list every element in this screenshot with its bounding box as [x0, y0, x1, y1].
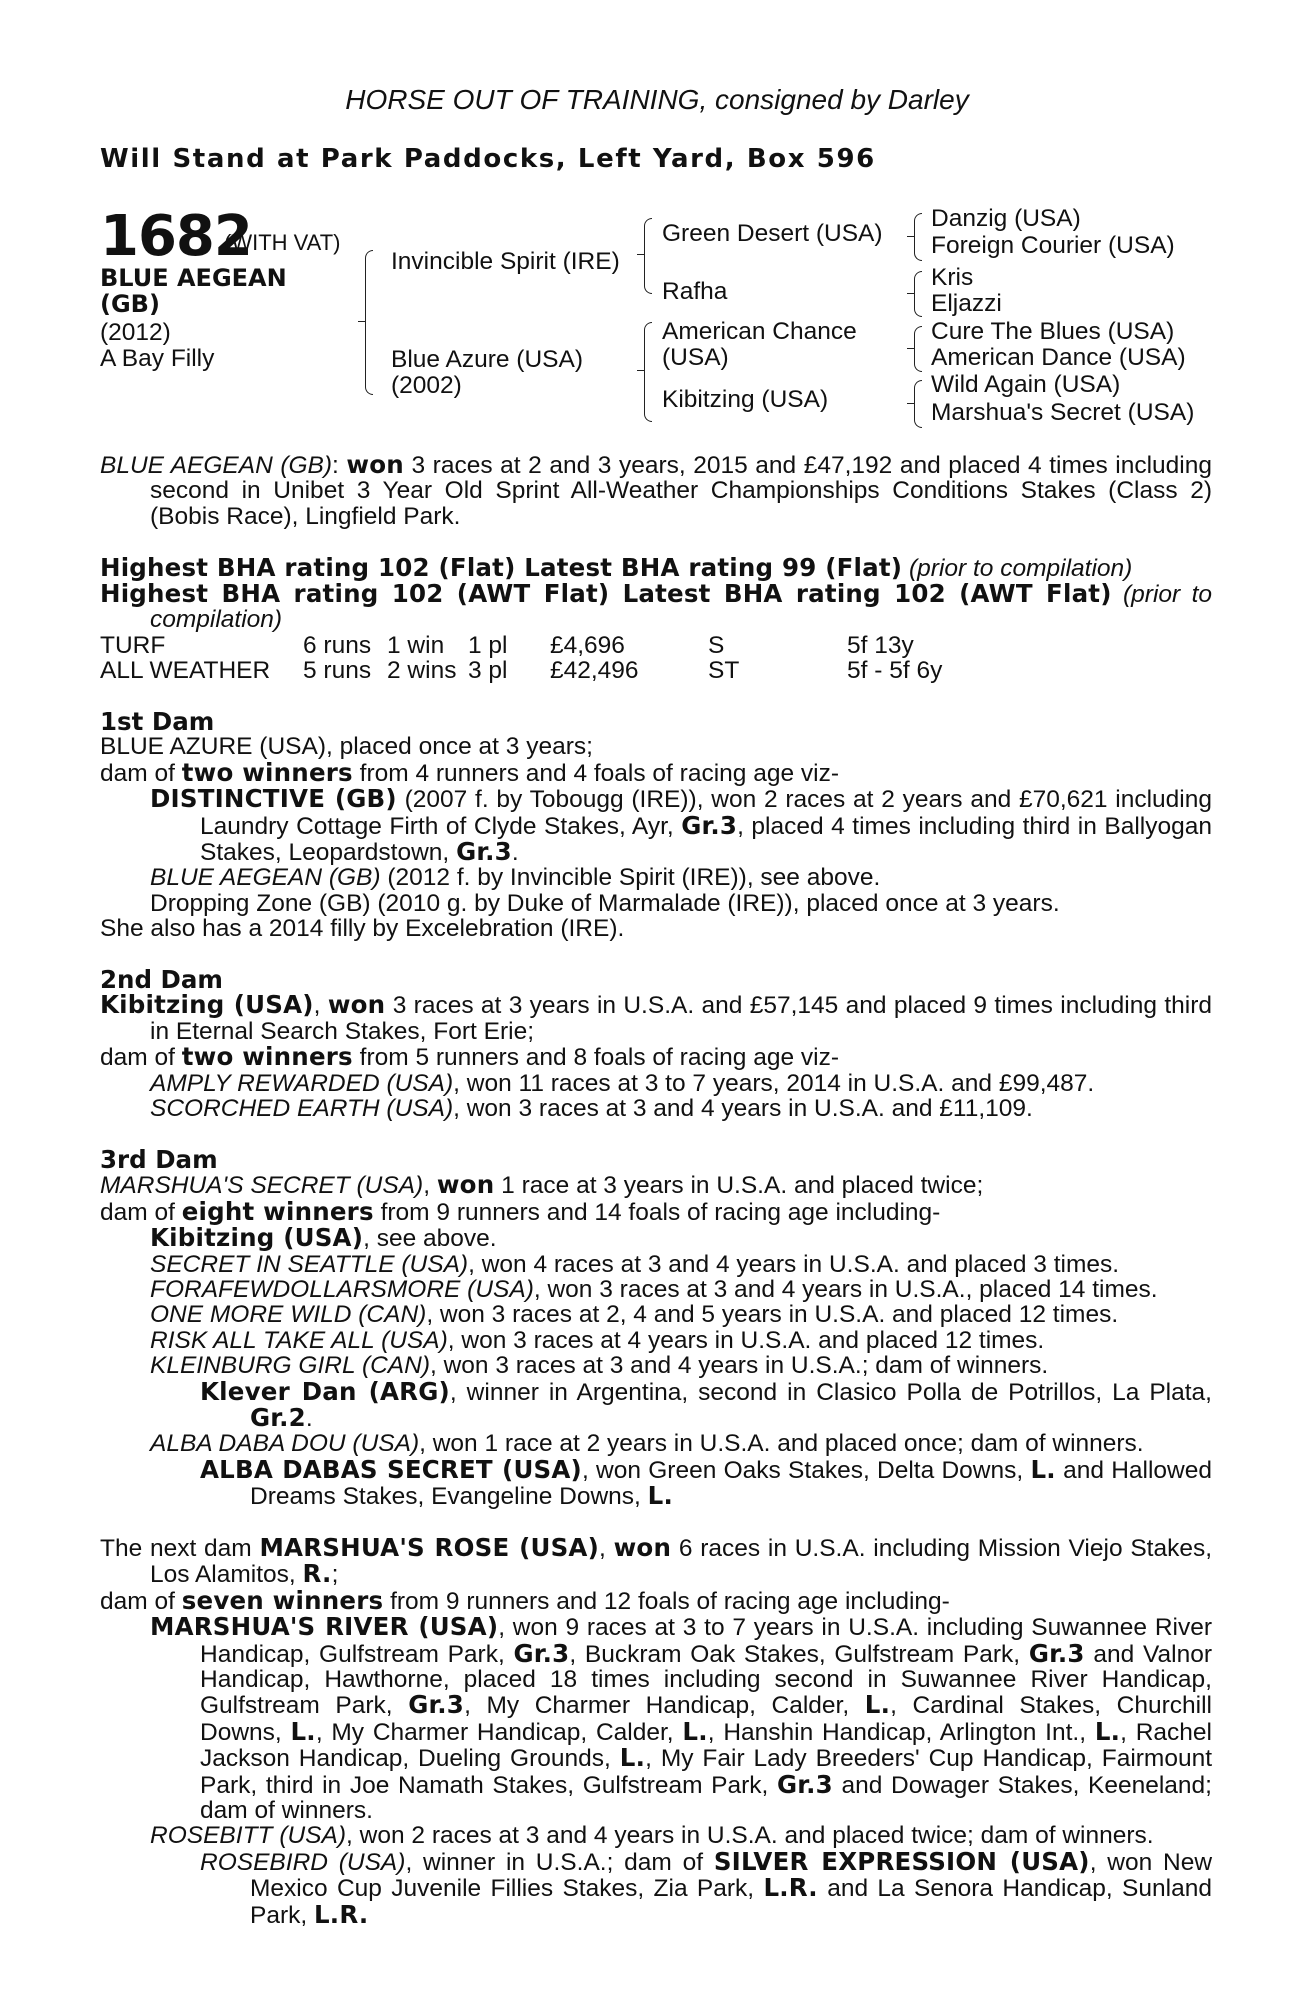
- dam-dam: Kibitzing (USA): [662, 386, 829, 413]
- dam-year: (2002): [391, 372, 462, 399]
- rating-flat: Highest BHA rating 102 (Flat) Latest BHA rating 99 (Flat) (prior to compilation): [100, 552, 1133, 582]
- first-dam-note: She also has a 2014 filly by Excelebration (IRE).: [100, 915, 625, 943]
- catalogue-text: [100, 452, 1212, 1928]
- progeny-forafewdollarsmore: FORAFEWDOLLARSMORE (USA), won 3 races at 3 and 4 years in U.S.A., placed 14 times.: [150, 1275, 1158, 1303]
- horse-year: (2012): [100, 319, 171, 346]
- progeny-alba-dabas-secret: ALBA DABAS SECRET (USA), won Green Oaks Stakes, Delta Downs, L. and Hallowed Dreams Stakes, Evangeline Downs, L.: [200, 1454, 1213, 1511]
- brace-sire-parents: [644, 218, 652, 294]
- third-dam-heading: 3rd Dam: [100, 1144, 218, 1174]
- sire: Invincible Spirit (IRE): [391, 248, 620, 275]
- progeny-one-more-wild: ONE MORE WILD (CAN), won 3 races at 2, 4 and 5 years in U.S.A. and placed 12 times.: [150, 1301, 1119, 1329]
- horse-name: BLUE AEGEAN: [100, 264, 287, 292]
- granddam-4: Marshua's Secret (USA): [931, 399, 1195, 426]
- lot-number: 1682: [100, 204, 252, 269]
- horse-description: A Bay Filly: [100, 345, 215, 372]
- second-dam-line: Kibitzing (USA), won 3 races at 3 years in U.S.A. and £57,145 and placed 9 times including third in Eternal Search Stakes, Fort Erie;: [100, 990, 1212, 1045]
- progeny-risk-all-take-all: RISK ALL TAKE ALL (USA), won 3 races at 4 years in U.S.A. and placed 12 times.: [150, 1326, 1045, 1354]
- horse-origin: (GB): [100, 290, 160, 318]
- rating-awt: Highest BHA rating 102 (AWT Flat) Latest BHA rating 102 (AWT Flat) (prior to compilation): [100, 579, 1213, 634]
- progeny-secret-in-seattle: SECRET IN SEATTLE (USA), won 4 races at 3 and 4 years in U.S.A. and placed 3 times.: [150, 1250, 1120, 1278]
- dam-sire: American Chance: [662, 318, 857, 345]
- stats-row-all-weather: ALL WEATHER 5 runs 2 wins 3 pl £42,496 ST 5f - 5f 6y: [100, 657, 943, 685]
- third-dam-produce: dam of eight winners from 9 runners and 14 foals of racing age including-: [100, 1196, 941, 1226]
- progeny-dropping-zone: Dropping Zone (GB) (2010 g. by Duke of Marmalade (IRE)), placed once at 3 years.: [150, 889, 1060, 917]
- granddam-3: American Dance (USA): [931, 344, 1186, 371]
- second-dam-heading: 2nd Dam: [100, 965, 223, 995]
- progeny-kleinburg-girl: KLEINBURG GIRL (CAN), won 3 races at 3 and 4 years in U.S.A.; dam of winners.: [150, 1352, 1049, 1380]
- progeny-marshuas-river: MARSHUA'S RIVER (USA), won 9 races at 3 to 7 years in U.S.A. including Suwannee River Handicap, Gulfstream Park, Gr.3, Buckram Oak Stakes, Gulfstream Park, Gr.3 and Valnor Handicap, Hawthorne, placed 18 times including second in Suwannee River Handicap, Gulfstream Park, Gr.3, My Charmer Handicap, Calder, L., Cardinal Stakes, Churchill Downs, L., My Charmer Handicap, Calder, L., Hanshin Handicap, Arlington Int., L., Rachel Jackson Handicap, Dueling Grounds, L., My Fair Lady Breeders' Cup Handicap, Fairmount Park, third in Joe Namath Stakes, Gulfstream Park, Gr.3 and Dowager Stakes, Keeneland; dam of winners.: [150, 1612, 1213, 1825]
- progeny-rosebird: ROSEBIRD (USA), winner in U.S.A.; dam of SILVER EXPRESSION (USA), won New Mexico Cup Juvenile Fillies Stakes, Zia Park, L.R. and La Senora Handicap, Sunland Park, L.R.: [200, 1846, 1213, 1929]
- progeny-alba-daba-dou: ALBA DABA DOU (USA), won 1 race at 2 years in U.S.A. and placed once; dam of winners.: [150, 1430, 1144, 1458]
- consignment-heading: HORSE OUT OF TRAINING, consigned by Darley: [345, 84, 969, 115]
- progeny-scorched-earth: SCORCHED EARTH (USA), won 3 races at 3 and 4 years in U.S.A. and £11,109.: [150, 1095, 1033, 1123]
- progeny-kibitzing: Kibitzing (USA), see above.: [150, 1223, 497, 1253]
- grandsire-1: Danzig (USA): [931, 205, 1081, 232]
- third-dam-line: MARSHUA'S SECRET (USA), won 1 race at 3 years in U.S.A. and placed twice;: [100, 1170, 984, 1200]
- grandsire-2: Kris: [931, 264, 974, 291]
- granddam-1: Foreign Courier (USA): [931, 232, 1175, 259]
- progeny-rosebitt: ROSEBITT (USA), won 2 races at 3 and 4 years in U.S.A. and placed twice; dam of winners.: [150, 1822, 1154, 1850]
- granddam-2: Eljazzi: [931, 290, 1002, 317]
- next-dam-produce: dam of seven winners from 9 runners and 12 foals of racing age including-: [100, 1585, 950, 1615]
- grandsire-3: Cure The Blues (USA): [931, 318, 1175, 345]
- first-dam-line: BLUE AZURE (USA), placed once at 3 years;: [100, 733, 593, 761]
- brace-dam-parents: [644, 322, 652, 422]
- dam-sire-origin: (USA): [662, 344, 729, 371]
- dam: Blue Azure (USA): [391, 346, 583, 373]
- first-dam-heading: 1st Dam: [100, 707, 215, 736]
- sire-dam: Rafha: [662, 278, 728, 305]
- race-summary: BLUE AEGEAN (GB): won 3 races at 2 and 3 years, 2015 and £47,192 and placed 4 times including second in Unibet 3 Year Old Sprint All-Weather Championships Conditions Stakes (Class 2) (Bobis Race), Lingfield Park.: [100, 450, 1212, 530]
- progeny-blue-aegean: BLUE AEGEAN (GB) (2012 f. by Invincible Spirit (IRE)), see above.: [150, 864, 881, 892]
- stand-location: Will Stand at Park Paddocks, Left Yard, Box 596: [100, 144, 876, 174]
- brace-sire-dam: [365, 250, 373, 395]
- progeny-distinctive: DISTINCTIVE (GB) (2007 f. by Tobougg (IRE)), won 2 races at 2 years and £70,621 including Laundry Cottage Firth of Clyde Stakes, Ayr, Gr.3, placed 4 times including third in Ballyogan Stakes, Leopardstown, Gr.3.: [150, 784, 1213, 867]
- sire-sire: Green Desert (USA): [662, 220, 883, 247]
- progeny-amply-rewarded: AMPLY REWARDED (USA), won 11 races at 3 to 7 years, 2014 in U.S.A. and £99,487.: [150, 1069, 1095, 1097]
- stats-row-turf: TURF 6 runs 1 win 1 pl £4,696 S 5f 13y: [100, 631, 914, 659]
- second-dam-produce: dam of two winners from 5 runners and 8 foals of racing age viz-: [100, 1042, 839, 1072]
- grandsire-4: Wild Again (USA): [931, 371, 1121, 398]
- progeny-klever-dan: Klever Dan (ARG), winner in Argentina, second in Clasico Polla de Potrillos, La Plata, Gr.2.: [200, 1376, 1212, 1432]
- first-dam-produce: dam of two winners from 4 runners and 4 foals of racing age viz-: [100, 757, 839, 787]
- vat-label: (WITH VAT): [224, 230, 341, 255]
- next-dam-line: The next dam MARSHUA'S ROSE (USA), won 6 races in U.S.A. including Mission Viejo Stakes, Los Alamitos, R.;: [100, 1532, 1213, 1589]
